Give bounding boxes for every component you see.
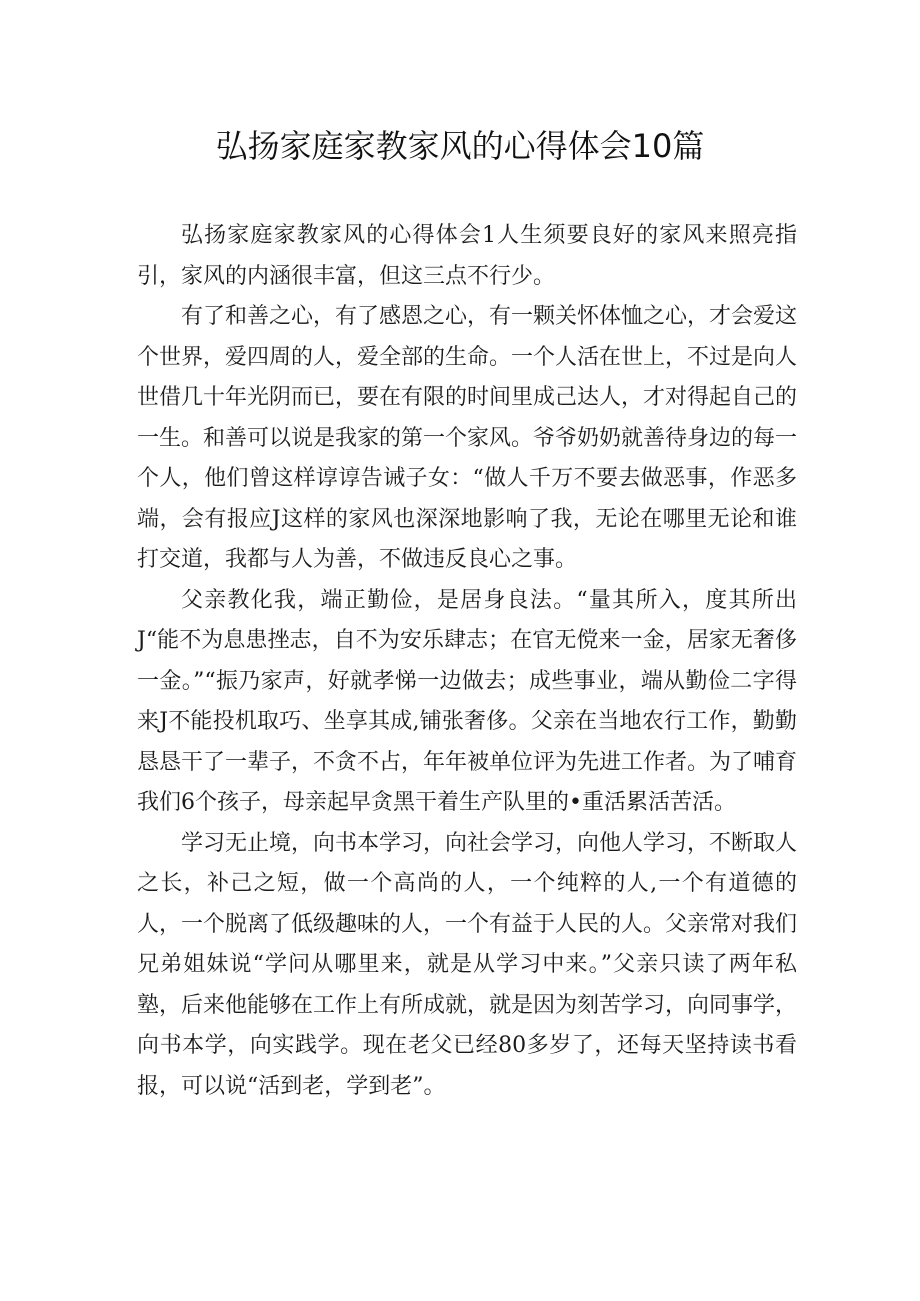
paragraph-2: 有了和善之心，有了感恩之心，有一颗关怀体恤之心，才会爱这个世界，爱四周的人，爱全部的生命。一个人活在世上，不过是向人世借几十年光阴而已，要在有限的时间里成己达人，才对得起自己的一生。和善可以说是我家的第一个家风。爷爷奶奶就善待身边的每一个人，他们曾这样谆谆告诫子女：“做人千万不要去做恶事，作恶多端，会有报应J这样的家风也深深地影响了我，无论在哪里无论和谁打交道，我都与人为善，不做违反良心之事。 (137, 304, 798, 572)
document-title: 弘扬家庭家教家风的心得体会10篇 (215, 127, 705, 165)
paragraph-3: 父亲教化我，端正勤俭，是居身良法。“量其所入，度其所出J“能不为息患挫志，自不为安乐肆志；在官无傥来一金，居家无奢侈一金。”“振乃家声，好就孝悌一边做去；成些事业，端从勤俭二字得来J不能投机取巧、坐享其成,铺张奢侈。父亲在当地农行工作，勤勤恳恳干了一辈子，不贪不占，年年被单位评为先进工作者。为了哺育我们6个孩子，母亲起早贪黑干着生产队里的•重活累活苦活。 (137, 587, 798, 815)
paragraph-1: 弘扬家庭家教家风的心得体会1人生须要良好的家风来照亮指引，家风的内涵很丰富，但这三点不行少。 (137, 223, 797, 289)
paragraph-4: 学习无止境，向书本学习，向社会学习，向他人学习，不断取人之长，补己之短，做一个高尚的人，一个纯粹的人,一个有道德的人，一个脱离了低级趣味的人，一个有益于人民的人。父亲常对我们兄弟姐妹说“学问从哪里来，就是从学习中来。”父亲只读了两年私塾，后来他能够在工作上有所成就，就是因为刻苦学习，向同事学，向书本学，向实践学。现在老父已经80多岁了，还每天坚持读书看报，可以说“活到老，学到老”。 (137, 830, 798, 1099)
document-body (137, 216, 797, 1107)
